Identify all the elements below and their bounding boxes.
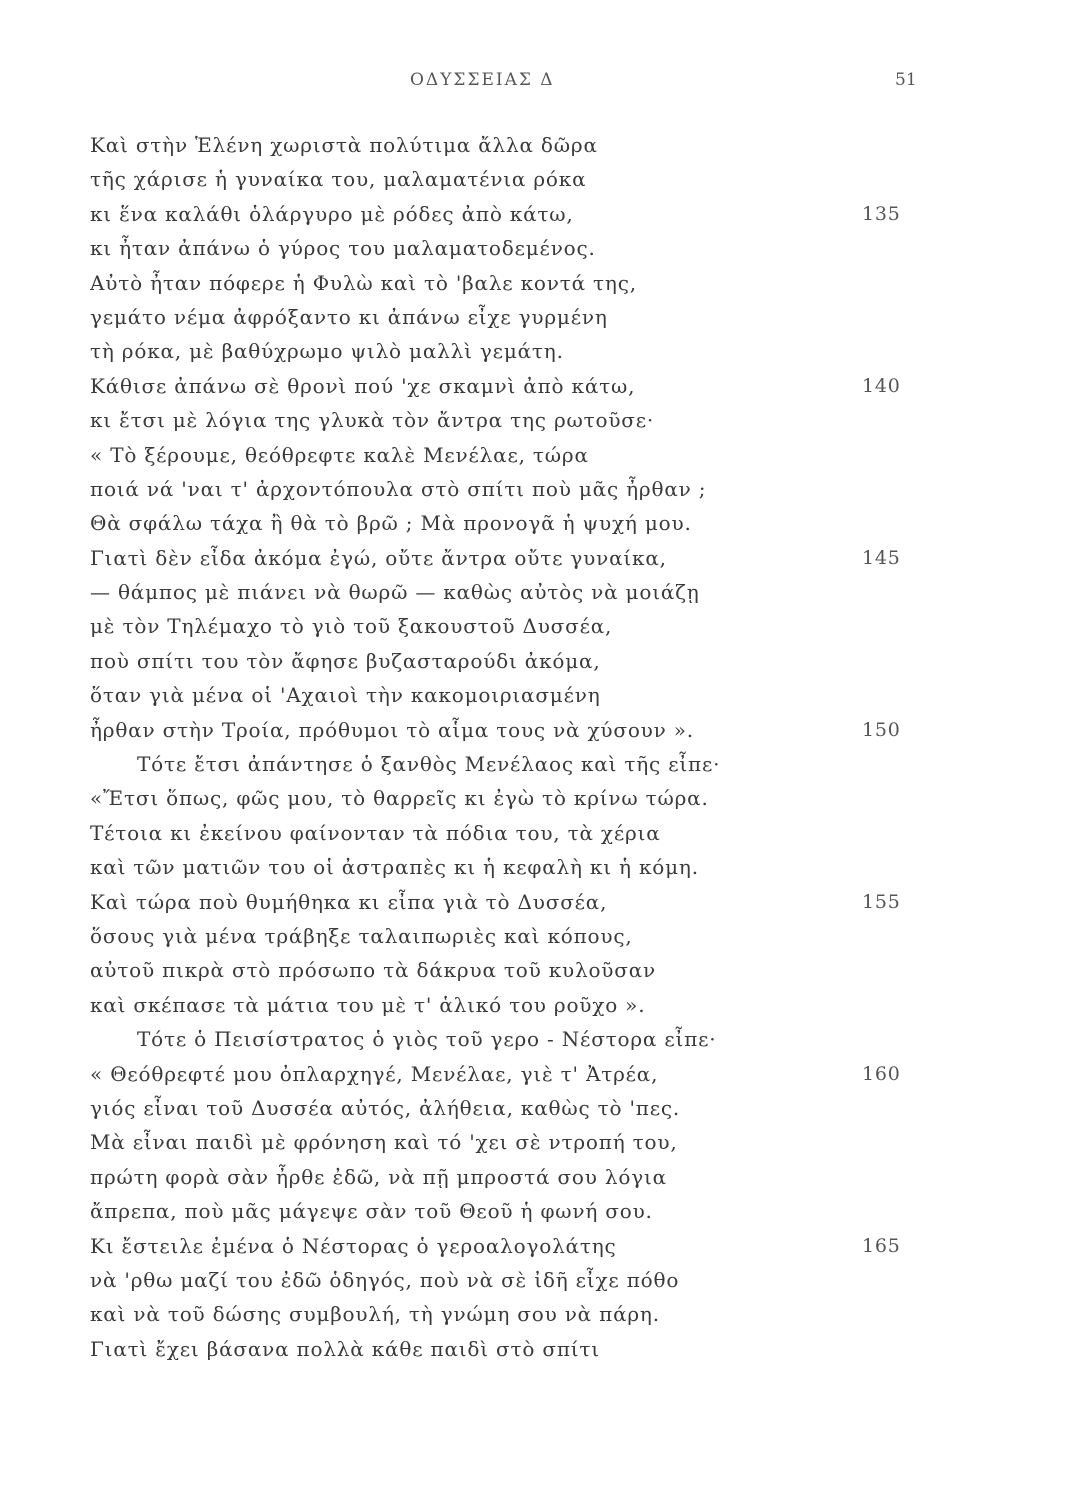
verse-text: κι ἔτσι μὲ λόγια της γλυκὰ τὸν ἄντρα της ρωτοῦσε· bbox=[90, 408, 655, 433]
verse-text: κι ἦταν ἀπάνω ὁ γύρος του μαλαματοδεμένος. bbox=[90, 236, 596, 261]
verse-text: Κάθισε ἀπάνω σὲ θρονὶ πού 'χε σκαμνὶ ἀπὸ κάτω, bbox=[90, 373, 636, 398]
verse-line bbox=[90, 816, 1050, 850]
verse-text: πρώτη φορὰ σὰν ἦρθε ἐδῶ, νὰ πῇ μπροστά σου λόγια bbox=[90, 1164, 667, 1189]
verse-line bbox=[90, 506, 1050, 540]
verse-line bbox=[90, 953, 1050, 987]
verse-line bbox=[90, 678, 1050, 712]
verse-text: τῆς χάρισε ἡ γυναίκα του, μαλαματένια ρόκα bbox=[90, 167, 587, 192]
verse-line bbox=[90, 644, 1050, 678]
verse-text: καὶ τῶν ματιῶν του οἱ ἀστραπὲς κι ἡ κεφαλὴ κι ἡ κόμη. bbox=[90, 855, 699, 880]
verse-line bbox=[90, 1263, 1050, 1297]
verse-line bbox=[90, 609, 1050, 643]
verse-text: Κι ἔστειλε ἐμένα ὁ Νέστορας ὁ γεροαλογολάτης bbox=[90, 1233, 617, 1258]
verse-line bbox=[90, 541, 1050, 575]
verse-text: ἦρθαν στὴν Τροία, πρόθυμοι τὸ αἷμα τους νὰ χύσουν ». bbox=[90, 717, 694, 742]
running-title: ΟΔΥΣΣΕΙΑΣ Δ bbox=[410, 70, 555, 90]
verse-text: Τότε ὁ Πεισίστρατος ὁ γιὸς τοῦ γερο - Νέστορα εἶπε· bbox=[137, 1027, 717, 1052]
verse-text: γιός εἶναι τοῦ Δυσσέα αὐτός, ἀλήθεια, καθὼς τὸ 'πες. bbox=[90, 1095, 681, 1120]
verse-line bbox=[90, 266, 1050, 300]
verse-line bbox=[90, 885, 1050, 919]
verse-text: Τότε ἔτσι ἀπάντησε ὁ ξανθὸς Μενέλαος καὶ τῆς εἶπε· bbox=[137, 752, 721, 777]
verse-line bbox=[90, 197, 1050, 231]
verse-line bbox=[90, 747, 1050, 781]
line-number: 135 bbox=[862, 202, 901, 225]
verse-text: Καὶ στὴν Ἑλένη χωριστὰ πολύτιμα ἄλλα δῶρα bbox=[90, 133, 598, 157]
verse-text: ὅσους γιὰ μένα τράβηξε ταλαιπωριὲς καὶ κόπους, bbox=[90, 923, 633, 948]
verse-text: καὶ νὰ τοῦ δώσης συμβουλή, τὴ γνώμη σου νὰ πάρη. bbox=[90, 1302, 660, 1327]
verse-text: Γιατὶ δὲν εἶδα ἀκόμα ἐγώ, οὔτε ἄντρα οὔτε γυναίκα, bbox=[90, 545, 667, 570]
verse-line bbox=[90, 781, 1050, 815]
verse-line bbox=[90, 1022, 1050, 1056]
verse-line bbox=[90, 1194, 1050, 1228]
line-number: 160 bbox=[862, 1062, 901, 1085]
verse-text: Τέτοια κι ἐκείνου φαίνονταν τὰ πόδια του, τὰ χέρια bbox=[90, 820, 661, 845]
verse-line bbox=[90, 300, 1050, 334]
line-number: 150 bbox=[862, 718, 901, 741]
line-number: 140 bbox=[862, 374, 901, 397]
verse-text: ὅταν γιὰ μένα οἱ 'Αχαιοὶ τὴν κακομοιριασμένη bbox=[90, 683, 601, 708]
verse-line bbox=[90, 472, 1050, 506]
verse-line bbox=[90, 575, 1050, 609]
verse-line bbox=[90, 1332, 1050, 1366]
verse-text: « Τὸ ξέρουμε, θεόθρεφτε καλὲ Μενέλαε, τώρα bbox=[90, 442, 589, 467]
verse-line bbox=[90, 369, 1050, 403]
verse-line bbox=[90, 1229, 1050, 1263]
verse-text: ἄπρεπα, ποὺ μᾶς μάγεψε σὰν τοῦ Θεοῦ ἡ φωνή σου. bbox=[90, 1199, 653, 1224]
verse-line bbox=[90, 438, 1050, 472]
verse-text: Γιατὶ ἔχει βάσανα πολλὰ κάθε παιδὶ στὸ σπίτι bbox=[90, 1336, 600, 1361]
verse-text: Αὐτὸ ἦταν πόφερε ἡ Φυλὼ καὶ τὸ 'βαλε κοντά της, bbox=[90, 270, 637, 295]
verse-line bbox=[90, 231, 1050, 265]
verse-line bbox=[90, 1057, 1050, 1091]
verse-line bbox=[90, 919, 1050, 953]
verse-text: « Θεόθρεφτέ μου ὀπλαρχηγέ, Μενέλαε, γιὲ τ' Ἀτρέα, bbox=[90, 1061, 659, 1086]
verse-text: Καὶ τώρα ποὺ θυμήθηκα κι εἶπα γιὰ τὸ Δυσσέα, bbox=[90, 889, 608, 914]
verse-line bbox=[90, 713, 1050, 747]
verse-text: κι ἕνα καλάθι ὁλάργυρο μὲ ρόδες ἀπὸ κάτω, bbox=[90, 201, 574, 226]
line-number: 145 bbox=[862, 546, 901, 569]
verse-line bbox=[90, 988, 1050, 1022]
verse-line bbox=[90, 334, 1050, 368]
verse-text: νὰ 'ρθω μαζί του ἐδῶ ὁδηγός, ποὺ νὰ σὲ ἰδῆ εἶχε πόθο bbox=[90, 1267, 680, 1292]
verse-line bbox=[90, 128, 1050, 162]
verse-text: ποιά νά 'ναι τ' ἀρχοντόπουλα στὸ σπίτι ποὺ μᾶς ἦρθαν ; bbox=[90, 476, 707, 501]
running-head bbox=[0, 70, 1075, 100]
verse-line bbox=[90, 1091, 1050, 1125]
verse-line bbox=[90, 1160, 1050, 1194]
verse-line bbox=[90, 162, 1050, 196]
verse-text: μὲ τὸν Τηλέμαχο τὸ γιὸ τοῦ ξακουστοῦ Δυσσέα, bbox=[90, 614, 613, 639]
verse-block bbox=[90, 128, 1050, 1366]
verse-text: ποὺ σπίτι του τὸν ἄφησε βυζασταρούδι ἀκόμα, bbox=[90, 648, 601, 673]
verse-text: «Ἔτσι ὅπως, φῶς μου, τὸ θαρρεῖς κι ἐγὼ τὸ κρίνω τώρα. bbox=[90, 786, 709, 811]
verse-text: γεμάτο νέμα ἀφρόξαντο κι ἀπάνω εἶχε γυρμένη bbox=[90, 304, 608, 329]
verse-text: — θάμπος μὲ πιάνει νὰ θωρῶ — καθὼς αὐτὸς νὰ μοιάζῃ bbox=[90, 580, 700, 605]
verse-text: τὴ ρόκα, μὲ βαθύχρωμο ψιλὸ μαλλὶ γεμάτη. bbox=[90, 339, 564, 364]
verse-text: Θὰ σφάλω τάχα ἢ θὰ τὸ βρῶ ; Μὰ προνογᾶ ἡ ψυχή μου. bbox=[90, 511, 692, 536]
verse-line bbox=[90, 403, 1050, 437]
page-number: 51 bbox=[895, 70, 917, 90]
verse-text: αὐτοῦ πικρὰ στὸ πρόσωπο τὰ δάκρυα τοῦ κυλοῦσαν bbox=[90, 958, 656, 983]
verse-line bbox=[90, 850, 1050, 884]
verse-line bbox=[90, 1297, 1050, 1331]
verse-line bbox=[90, 1125, 1050, 1159]
line-number: 155 bbox=[862, 890, 901, 913]
line-number: 165 bbox=[862, 1234, 901, 1257]
verse-text: Μὰ εἶναι παιδὶ μὲ φρόνηση καὶ τό 'χει σὲ ντροπή του, bbox=[90, 1130, 678, 1155]
verse-text: καὶ σκέπασε τὰ μάτια του μὲ τ' ἁλικό του ροῦχο ». bbox=[90, 992, 646, 1017]
